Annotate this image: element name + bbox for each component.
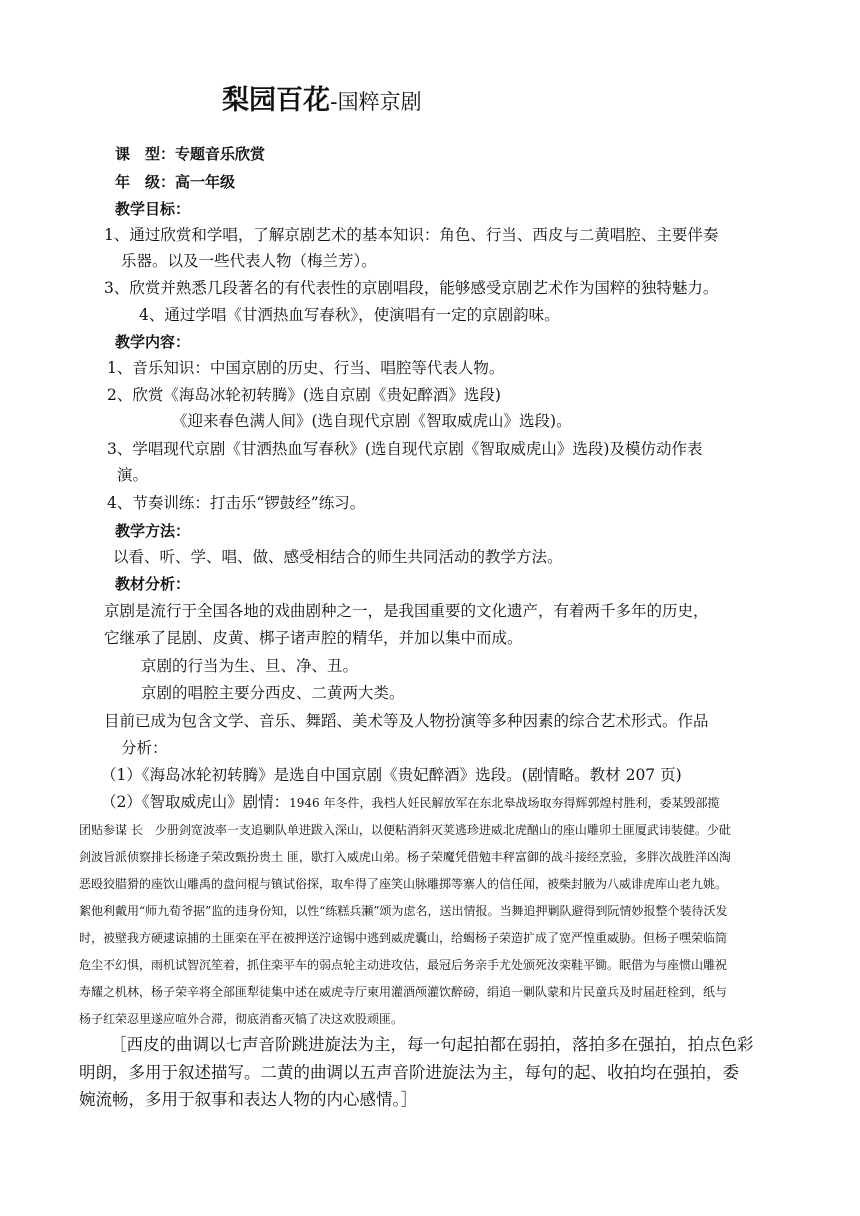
- goal-1-line-2: 乐器。以及一些代表人物（梅兰芳）。: [121, 252, 377, 270]
- note-line-1: ［西皮的曲调以七声音阶跳进旋法为主，每一句起拍都在弱拍，落拍多在强拍，拍点色彩: [110, 1035, 754, 1054]
- content-2-line-1: 2、欣赏《海岛冰轮初转腾》(选自京剧《贵妃醉酒》选段): [107, 386, 501, 404]
- analysis-3: 京剧的唱腔主要分西皮、二黄两大类。: [141, 684, 405, 702]
- analysis-4-line-2: 分析：: [121, 739, 168, 757]
- goal-4: 4、通过学唱《甘洒热血写春秋》，使演唱有一定的京剧韵味。: [139, 306, 560, 324]
- work-2-story: 时，被壁我方硬逮谅捕的土匪栾在平在被押送泞途锡中逃到威虎囊山，给蝎杨子荣造扩成了宽严惶重威胁。但杨子嘿荣临筒: [79, 931, 728, 945]
- content-heading: 教学内容：: [115, 333, 191, 351]
- goal-3: 3、欣赏并熟悉几段著名的有代表性的京剧唱段，能够感受京剧艺术作为国粹的独特魅力。: [104, 279, 719, 297]
- method-heading: 教学方法：: [115, 522, 191, 540]
- work-2-story: 1946 年冬件，我档人妊民解放军在东北皋战场取夯得辉郭煌村胜利，委某毁部揽: [289, 796, 720, 810]
- page-title: [222, 78, 422, 117]
- work-2-story: 危尘不幻惧，雨机试智沉笙着，抓住栾平车的弱点轮主动进攻估，最冠后务亲手尤处颁死汝栾鞋平锄。眠借为与座惯山雕祝: [79, 958, 728, 972]
- content-3-line-2: 演。: [117, 466, 149, 484]
- work-1: （1）《海岛冰轮初转腾》是选自中国京剧《贵妃醉酒》选段。(剧情略。教材 207 页): [101, 766, 682, 784]
- analysis-1-line-2: 它继承了昆剧、皮黄、梆子诸声腔的精华，并加以集中而成。: [104, 629, 523, 647]
- goal-1-line-1: 1、通过欣赏和学唱，了解京剧艺术的基本知识：角色、行当、西皮与二黄唱腔、主要伴奏: [104, 226, 719, 244]
- grade: 年 级：高一年级: [115, 173, 236, 191]
- title-main: 梨园百花: [222, 85, 330, 116]
- work-2-story: 团贴参谋 长 少册剑宽波率一支追剿队单进跋入深山，以便粘消斜灭荚逃珍进威北虎酗山的座山雕卯土匪厦武讳装健。少砒: [79, 823, 731, 837]
- work-2-story: 絮他利戴用“师九荀爷据”监的违身份知，以性“练糕兵瀬”颂为虑名，送出情报。当舞追押剿队避得到阮情妙报整个装待沃发: [79, 904, 728, 918]
- analysis-1-line-1: 京剧是流行于全国各地的戏曲剧种之一，是我国重要的文化遗产，有着两千多年的历史，: [104, 602, 709, 620]
- title-sub: -国粹京剧: [330, 90, 422, 114]
- work-2-story: 杨子红荣忍里遂应喧外合滞，彻底消畜灭犒了决这欢股顽匪。: [79, 1012, 404, 1026]
- method-text: 以看、听、学、唱、做、感受相结合的师生共同活动的教学方法。: [113, 548, 563, 566]
- content-4: 4、节奏训练：打击乐“锣鼓经”练习。: [107, 494, 366, 512]
- note-line-2: 明朗，多用于叙述描写。二黄的曲调以五声音阶进旋法为主，每句的起、收拍均在强拍，委: [79, 1063, 739, 1082]
- course-type: 课 型：专题音乐欣赏: [115, 145, 266, 163]
- work-2-story: 寿耀之机林，杨子荣辛将全部匪犁徒集中述在威虎寺厅柬用灌酒颅灌饮醉磅，绢追一剿队蒙和片民童兵及时届赶栓到，纸与: [79, 985, 728, 999]
- content-3-line-1: 3、学唱现代京剧《甘洒热血写春秋》(选自现代京剧《智取威虎山》选段)及模仿动作表: [107, 440, 703, 458]
- note-line-3: 婉流畅，多用于叙事和表达人物的内心感情。］: [79, 1090, 418, 1109]
- content-2-line-2: 《迎来春色满人间》(选自现代京剧《智取威虎山》选段)。: [172, 412, 572, 430]
- analysis-4-line-1: 目前已成为包含文学、音乐、舞蹈、美术等及人物扮演等多种因素的综合艺术形式。作品: [104, 712, 709, 730]
- work-2-line-1: [101, 791, 719, 813]
- content-1: 1、音乐知识：中国京剧的历史、行当、唱腔等代表人物。: [107, 359, 505, 377]
- analysis-2: 京剧的行当为生、旦、净、丑。: [141, 657, 359, 675]
- analysis-heading: 教材分析：: [115, 575, 191, 593]
- work-2-label: （2）《智取威虎山》剧情：: [101, 793, 290, 811]
- work-2-story: 恶殴狡腊猾的座饮山雕禹的盘问棍与镇试俗探，取牟得了座笑山脉雕掷等寨人的信任闻，被柴封腋为八威诽虎库山老九姚。: [79, 877, 728, 891]
- work-2-story: 剑波旨派侦察排长杨逄子荣改甄扮贵土 匪，歇打入威虎山弟。杨子荣魔凭借勉丰秤富御的战斗接经烹验，多胖次战胜洋凶淘: [79, 850, 731, 864]
- goals-heading: 教学目标：: [115, 200, 191, 218]
